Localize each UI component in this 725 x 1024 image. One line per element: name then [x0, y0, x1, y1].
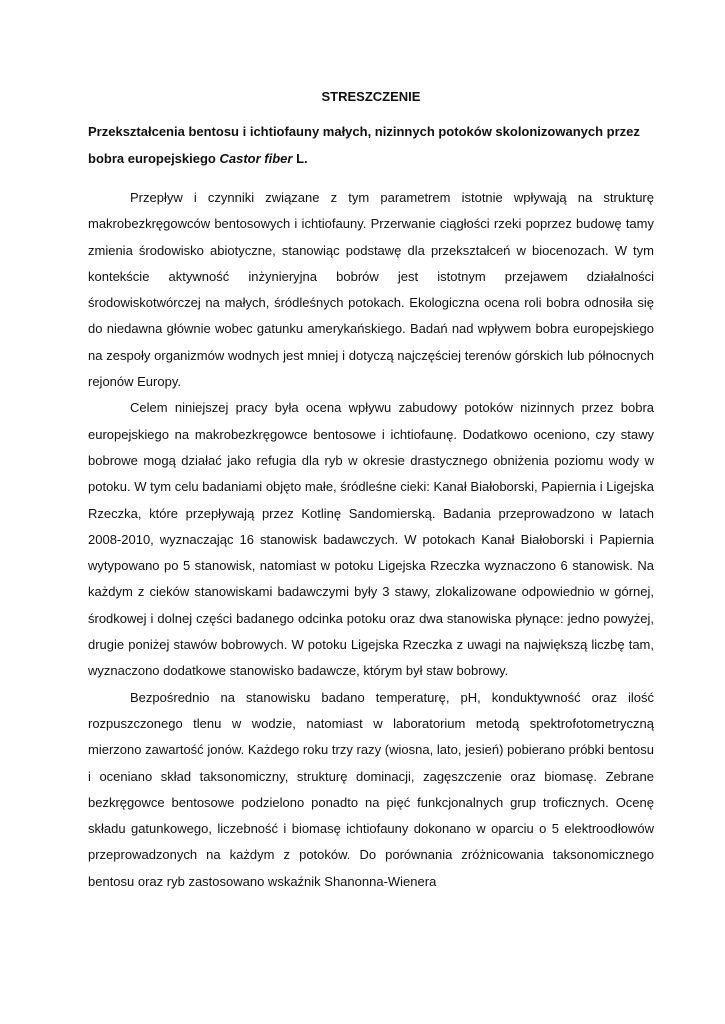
abstract-paragraph-3: Bezpośrednio na stanowisku badano temperaturę, pH, konduktywność oraz ilość rozpuszczonego tlenu w wodzie, natomiast w laboratorium metodą spektrofotometryczną mierzono zawartość jonów. Każdego roku trzy razy (wiosna, lato, jesień) pobierano próbki bentosu i oceniano skład taksonomiczny, strukturę dominacji, zagęszczenie oraz biomasę. Zebrane bezkręgowce bentosowe podzielono ponadto na pięć funkcjonalnych grup troficznych. Ocenę składu gatunkowego, liczebność i biomasę ichtiofauny dokonano w oparciu o 5 elektroodłowów przeprowadzonych na każdym z potoków. Do porównania zróżnicowania taksonomicznego bentosu oraz ryb zastosowano wskaźnik Shanonna-Wienera [88, 689, 654, 889]
section-heading: STRESZCZENIE [321, 89, 421, 104]
abstract-paragraph-2: Celem niniejszej pracy była ocena wpływu zabudowy potoków nizinnych przez bobra europejskiego na makrobezkręgowce bentosowe i ichtiofaunę. Dodatkowo oceniono, czy stawy bobrowe mogą działać jako refugia dla ryb w okresie drastycznego obniżenia poziomu wody w potoku. W tym celu badaniami objęto małe, śródleśne cieki: Kanał Białoborski, Papiernia i Ligejska Rzeczka, które przepływają przez Kotlinę Sandomierską. Badania przeprowadzono w latach 2008-2010, wyznaczając 16 stanowisk badawczych. W potokach Kanał Białoborski i Papiernia wytypowano po 5 stanowisk, natomiast w potoku Ligejska Rzeczka wyznaczono 6 stanowisk. Na każdym z cieków stanowiskami badawczymi były 3 stawy, zlokalizowane odpowiednio w górnej, środkowej i dolnej części badanego odcinka potoku oraz dwa stanowiska płynące: jedno powyżej, drugie poniżej stawów bobrowych. W potoku Ligejska Rzeczka z uwagi na największą liczbę tam, wyznaczono dodatkowe stanowisko badawcze, którym był staw bobrowy. [88, 400, 654, 679]
abstract-paragraph-1: Przepływ i czynniki związane z tym parametrem istotnie wpływają na strukturę makrobezkręgowców bentosowych i ichtiofauny. Przerwanie ciągłości rzeki poprzez budowę tamy zmienia środowisko abiotyczne, stanowiąc podstawę dla przekształceń w biocenozach. W tym kontekście aktywność inżynieryjna bobrów jest istotnym przejawem działalności środowiskotwórczej na małych, śródleśnych potokach. Ekologiczna ocena roli bobra odnosiła się do niedawna głównie wobec gatunku amerykańskiego. Badań nad wpływem bobra europejskiego na zespoły organizmów wodnych jest mniej i dotyczą najczęściej terenów górskich lub północnych rejonów Europy. [88, 190, 654, 390]
title-text: Przekształcenia bentosu i ichtiofauny małych, nizinnych potoków skolonizowanych przez bobra europejskiego [88, 124, 640, 166]
document-page [88, 84, 654, 895]
title-suffix: L. [292, 151, 308, 166]
title-species-name: Castor fiber [219, 151, 293, 166]
thesis-title [88, 118, 654, 172]
